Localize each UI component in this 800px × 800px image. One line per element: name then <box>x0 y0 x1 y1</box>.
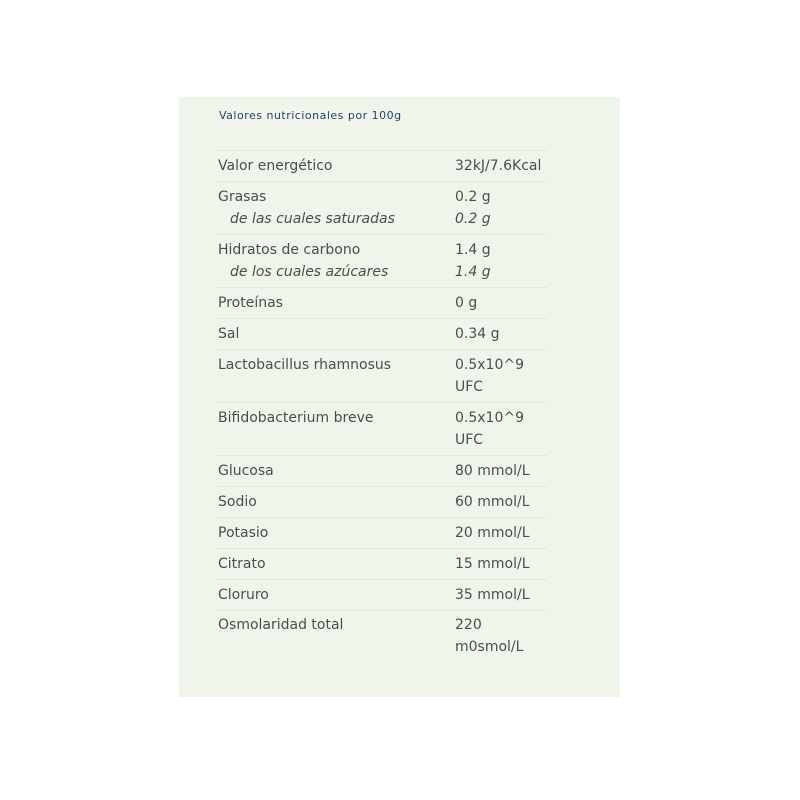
row-value-unit: UFC <box>455 379 484 395</box>
row-value: 0.34 g <box>455 326 500 342</box>
table-row <box>215 234 547 287</box>
nutrition-panel <box>179 97 620 697</box>
table-row <box>215 318 547 349</box>
nutrition-title: Valores nutricionales por 100g <box>219 109 402 122</box>
row-value: 35 mmol/L <box>455 587 530 603</box>
row-value: 0.5x10^9 <box>455 357 525 373</box>
row-label: Sodio <box>218 494 257 510</box>
row-sub-label: de los cuales azúcares <box>230 264 389 280</box>
table-row <box>215 579 547 610</box>
row-sub-label: de las cuales saturadas <box>230 211 395 227</box>
table-row <box>215 517 547 548</box>
table-row <box>215 548 547 579</box>
row-value: 15 mmol/L <box>455 556 530 572</box>
table-row <box>215 349 547 402</box>
table-row <box>215 287 547 318</box>
row-value: 32kJ/7.6Kcal <box>455 158 542 174</box>
row-label: Lactobacillus rhamnosus <box>218 357 392 373</box>
row-label: Hidratos de carbono <box>218 242 361 258</box>
row-value: 60 mmol/L <box>455 494 530 510</box>
row-label: Grasas <box>218 189 267 205</box>
row-label: Bifidobacterium breve <box>218 410 374 426</box>
row-label: Valor energético <box>218 158 333 174</box>
row-value: 0.2 g <box>455 189 491 205</box>
row-sub-value: 1.4 g <box>455 264 491 280</box>
row-value: 0.5x10^9 <box>455 410 525 426</box>
row-label: Citrato <box>218 556 266 572</box>
row-label: Osmolaridad total <box>218 617 344 633</box>
row-label: Glucosa <box>218 463 274 479</box>
row-value: 80 mmol/L <box>455 463 530 479</box>
table-row <box>215 610 547 668</box>
table-row <box>215 486 547 517</box>
row-value: 220 <box>455 617 482 633</box>
row-label: Sal <box>218 326 240 342</box>
row-value: 20 mmol/L <box>455 525 530 541</box>
table-row <box>215 455 547 486</box>
row-label: Cloruro <box>218 587 269 603</box>
row-label: Proteínas <box>218 295 283 311</box>
nutrition-table <box>215 150 547 668</box>
row-value-unit: m0smol/L <box>455 639 524 655</box>
row-label: Potasio <box>218 525 269 541</box>
row-value: 0 g <box>455 295 478 311</box>
table-row <box>215 402 547 455</box>
row-value: 1.4 g <box>455 242 491 258</box>
table-row <box>215 181 547 234</box>
row-sub-value: 0.2 g <box>455 211 491 227</box>
row-value-unit: UFC <box>455 432 484 448</box>
table-row <box>215 150 547 181</box>
